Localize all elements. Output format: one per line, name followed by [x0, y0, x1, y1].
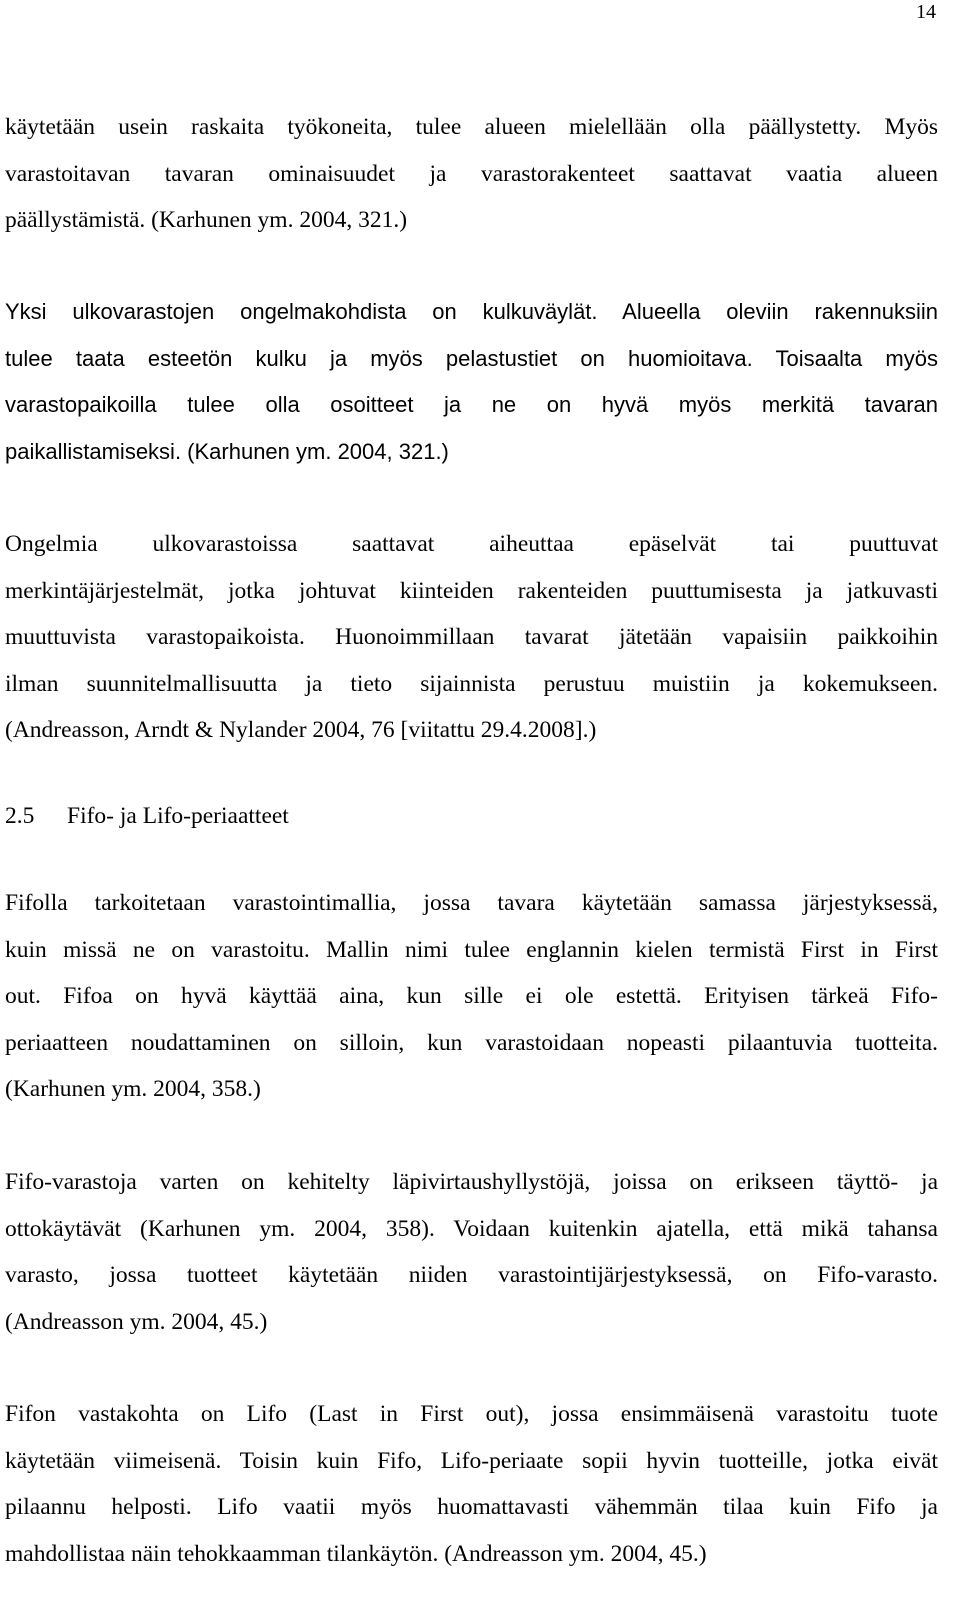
text-line: periaatteen noudattaminen on silloin, kun varastoidaan nopeasti pilaantuvia tuotteita.	[5, 1029, 938, 1056]
text-line: ottokäytävät (Karhunen ym. 2004, 358). Voidaan kuitenkin ajatella, että mikä tahansa	[5, 1215, 938, 1242]
text-line: ilman suunnitelmallisuutta ja tieto sijainnista perustuu muistiin ja kokemukseen.	[5, 670, 938, 697]
text-line: varasto, jossa tuotteet käytetään niiden varastointijärjestyksessä, on Fifo-varasto.	[5, 1262, 938, 1289]
text-line: (Andreasson ym. 2004, 45.)	[5, 1308, 268, 1335]
text-line: pilaannu helposti. Lifo vaatii myös huomattavasti vähemmän tilaa kuin Fifo ja	[5, 1494, 938, 1521]
section-title: Fifo- ja Lifo-periaatteet	[67, 803, 289, 829]
text-line: käytetään usein raskaita työkoneita, tulee alueen mielellään olla päällystetty. Myös	[5, 114, 938, 140]
paragraph-2	[5, 289, 938, 475]
page-number: 14	[916, 1, 936, 23]
text-line: mahdollistaa näin tehokkaamman tilankäytön. (Andreasson ym. 2004, 45.)	[5, 1540, 707, 1567]
text-line: (Andreasson, Arndt & Nylander 2004, 76 [viitattu 29.4.2008].)	[5, 717, 597, 744]
paragraph-1	[5, 104, 938, 244]
section-number: 2.5	[5, 803, 35, 829]
text-line: out. Fifoa on hyvä käyttää aina, kun sille ei ole estettä. Erityisen tärkeä Fifo-	[5, 983, 938, 1010]
paragraph-5	[5, 1159, 938, 1345]
text-line: Fifo-varastoja varten on kehitelty läpivirtaushyllystöjä, joissa on erikseen täyttö- ja	[5, 1169, 938, 1195]
text-line: käytetään viimeisenä. Toisin kuin Fifo, Lifo-periaate sopii hyvin tuotteille, jotka eivät	[5, 1447, 938, 1474]
text-line: Yksi ulkovarastojen ongelmakohdista on kulkuväylät. Alueella oleviin rakennuksiin	[5, 299, 938, 324]
text-line: Fifolla tarkoitetaan varastointimallia, jossa tavara käytetään samassa järjestyksessä,	[5, 890, 938, 916]
text-line: paikallistamiseksi. (Karhunen ym. 2004, 321.)	[5, 438, 449, 464]
text-line: muuttuvista varastopaikoista. Huonoimmillaan tavarat jätetään vapaisiin paikkoihin	[5, 624, 938, 651]
paragraph-6	[5, 1391, 938, 1577]
paragraph-3	[5, 521, 938, 754]
text-line: kuin missä ne on varastoitu. Mallin nimi tulee englannin kielen termistä First in First	[5, 936, 938, 963]
text-line: varastopaikoilla tulee olla osoitteet ja ne on hyvä myös merkitä tavaran	[5, 392, 938, 418]
text-line: merkintäjärjestelmät, jotka johtuvat kiinteiden rakenteiden puuttumisesta ja jatkuvasti	[5, 577, 938, 604]
text-line: päällystämistä. (Karhunen ym. 2004, 321.)	[5, 207, 408, 234]
text-line: (Karhunen ym. 2004, 358.)	[5, 1076, 261, 1103]
text-line: Fifon vastakohta on Lifo (Last in First out), jossa ensimmäisenä varastoitu tuote	[5, 1401, 938, 1427]
text-line: varastoitavan tavaran ominaisuudet ja varastorakenteet saattavat vaatia alueen	[5, 160, 938, 187]
text-line: Ongelmia ulkovarastoissa saattavat aiheuttaa epäselvät tai puuttuvat	[5, 531, 938, 557]
paragraph-4	[5, 880, 938, 1113]
section-heading	[5, 796, 289, 836]
text-line: tulee taata esteetön kulku ja myös pelastustiet on huomioitava. Toisaalta myös	[5, 345, 938, 371]
